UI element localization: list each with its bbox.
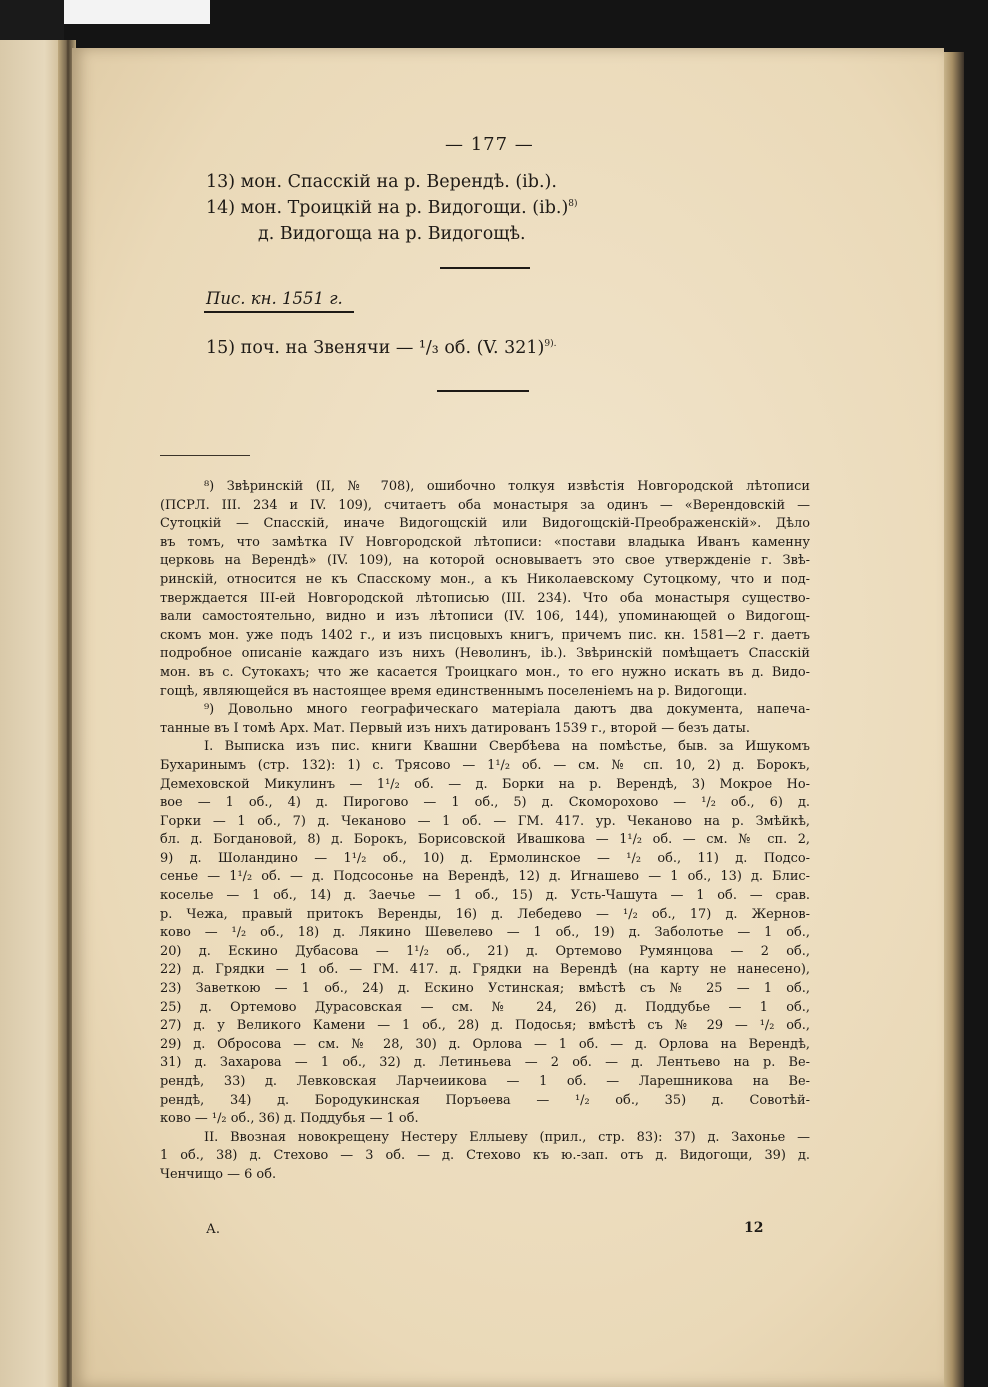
footnote-line: 22) д. Грядки — 1 об. — ГМ. 417. д. Грядки на Верендѣ (на карту не нанесено), xyxy=(160,962,810,978)
footnotes-block xyxy=(160,478,810,1185)
footnote-line: 31) д. Захарова — 1 об., 32) д. Летиньева — 2 об. — д. Лентьево на р. Ве- xyxy=(160,1055,810,1071)
footnote-line: 25) д. Ортемово Дурасовская — см. № 24, 26) д. Поддубье — 1 об., xyxy=(160,999,810,1015)
footnote-line: подробное описаніе каждаго изъ нихъ (Неволинъ, ib.). Звѣринскій помѣщаетъ Спасскій xyxy=(160,646,810,662)
divider-rule xyxy=(437,390,529,392)
footnote-line: Горки — 1 об., 7) д. Чеканово — 1 об. — ГМ. 417. ур. Чеканово на р. Змѣйкѣ, xyxy=(160,813,810,829)
footnote-ref-8: 8) xyxy=(568,199,578,210)
footnote-line: 20) д. Ескино Дубасова — 1¹/₂ об., 21) д. Ортемово Румянцова — 2 об., xyxy=(160,943,810,959)
footnote-line: тверждается III-ей Новгородской лѣтописью (III. 234). Что оба монастыря существо- xyxy=(160,590,810,606)
divider-rule xyxy=(440,267,530,269)
footnote-line: 1 об., 38) д. Стехово — 3 об. — д. Стехово къ ю.-зап. отъ д. Видогощи, 39) д. xyxy=(160,1148,810,1164)
entry-15: 15) поч. на Звенячи — ¹/₃ об. (V. 321)$^{9).}$ xyxy=(206,338,557,358)
page-edge xyxy=(944,52,964,1387)
footnote-line: ⁹) Довольно много географическаго матеріала даютъ два документа, напеча- xyxy=(204,702,810,718)
footnote-line: танные въ I томѣ Арх. Мат. Первый изъ нихъ датированъ 1539 г., второй — безъ даты. xyxy=(160,720,751,736)
footnote-line: Ченчищо — 6 об. xyxy=(160,1166,277,1182)
footnote-line: гощѣ, являющейся въ настоящее время единственнымъ поселеніемъ на р. Видогощи. xyxy=(160,683,748,699)
footnote-line: Бухаринымъ (стр. 132): 1) с. Трясово — 1¹/₂ об. — см. № сп. 10, 2) д. Борокъ, xyxy=(160,757,810,773)
footnote-line: коселье — 1 об., 14) д. Заечье — 1 об., 15) д. Усть-Чашута — 1 об. — срав. xyxy=(160,888,810,904)
footnote-line: Сутоцкій — Спасскій, иначе Видогощскій или Видогощскій-Преображенскій». Дѣло xyxy=(160,516,810,532)
footnote-line: рендѣ, 34) д. Бородукинская Поръѳева — ¹/₂ об., 35) д. Совотѣй- xyxy=(160,1092,810,1108)
footnote-line: церковь на Верендѣ» (IV. 109), на которой основываетъ это свое утвержденіе г. Звѣ- xyxy=(160,553,810,569)
footnote-ref-9: 9). xyxy=(544,339,557,350)
footnote-line: II. Ввозная новокрещену Нестеру Еллыеву (прил., стр. 83): 37) д. Захонье — xyxy=(204,1129,810,1145)
footnote-line: бл. д. Богдановой, 8) д. Борокъ, Борисовской Ивашкова — 1¹/₂ об. — см. № сп. 2, xyxy=(160,832,810,848)
section-heading: Пис. кн. 1551 г. xyxy=(206,289,343,308)
left-page-fragment xyxy=(0,0,64,1387)
footnote-separator xyxy=(160,455,250,456)
page-number: — 177 — xyxy=(445,134,534,155)
footnote-line: I. Выписка изъ пис. книги Квашни Свербѣева на помѣстье, быв. за Ишукомъ xyxy=(204,739,810,755)
footnote-line: рендѣ, 33) д. Левковская Ларчеиикова — 1 об. — Ларешникова на Ве- xyxy=(160,1074,810,1089)
footnote-line: сенье — 1¹/₂ об. — д. Подсосонье на Верендѣ, 12) д. Игнашево — 1 об., 13) д. Блис- xyxy=(160,869,810,885)
footnote-line: мон. въ с. Сутокахъ; что же касается Троицкаго мон., то его нужно искать въ д. Видо- xyxy=(160,664,810,680)
entry-14: 14) мон. Троицкій на р. Видогощи. $(ib.)^{8)}$ xyxy=(206,198,578,218)
footnote-line: ково — ¹/₂ об., 36) д. Поддубья — 1 об. xyxy=(160,1111,419,1127)
entry-14-sub: д. Видогоща на р. Видогощѣ. xyxy=(258,224,526,244)
footnote-line: 9) д. Шоландино — 1¹/₂ об., 10) д. Ермолинское — ¹/₂ об., 11) д. Подсо- xyxy=(160,850,810,866)
footnote-line: 29) д. Обросова — см. № 28, 30) д. Орлова — 1 об. — д. Орлова на Верендѣ, xyxy=(160,1036,810,1052)
footnote-line: 27) д. у Великого Камени — 1 об., 28) д. Подосья; вмѣстѣ съ № 29 — ¹/₂ об., xyxy=(160,1018,810,1034)
footnote-line: скомъ мон. уже подъ 1402 г., и изъ писцовыхъ книгъ, причемъ пис. кн. 1581—2 г. даетъ xyxy=(160,627,810,643)
sheet-number: 12 xyxy=(744,1220,764,1236)
footnote-line: 23) Заветкою — 1 об., 24) д. Ескино Устинская; вмѣстѣ съ № 25 — 1 об., xyxy=(160,981,810,997)
section-heading-underline xyxy=(204,311,354,313)
footnote-line: (ПСРЛ. III. 234 и IV. 109), считаетъ оба монастыря за одинъ — «Верендовскій — xyxy=(160,497,810,513)
signature-mark: А. xyxy=(206,1222,220,1237)
footnote-line: ⁸) Звѣринскій (II, № 708), ошибочно толкуя извѣстія Новгородской лѣтописи xyxy=(204,479,810,494)
footnote-line: р. Чежа, правый притокъ Веренды, 16) д. Лебедево — ¹/₂ об., 17) д. Жернов- xyxy=(160,906,810,922)
footnote-line: ринскій, относится не къ Спасскому мон., а къ Николаевскому Сутоцкому, что и под- xyxy=(160,571,810,587)
footnote-line: Демеховской Микулинъ — 1¹/₂ об. — д. Борки на р. Верендѣ, 3) Мокрое Но- xyxy=(160,776,810,792)
footnote-line: вали самостоятельно, видно и изъ лѣтописи (IV. 106, 144), упоминающей о Видогощ- xyxy=(160,609,810,625)
footnote-line: въ томъ, что замѣтка IV Новгородской лѣтописи: «постави владыка Иванъ каменну xyxy=(160,534,810,550)
footnote-line: ково — ¹/₂ об., 18) д. Лякино Шевелево — 1 об., 19) д. Заболотье — 1 об., xyxy=(160,925,810,941)
entry-13: 13) мон. Спасскій на р. Верендѣ. (ib.). xyxy=(206,172,557,192)
footnote-line: вое — 1 об., 4) д. Пирогово — 1 об., 5) д. Скоморохово — ¹/₂ об., 6) д. xyxy=(160,795,810,811)
